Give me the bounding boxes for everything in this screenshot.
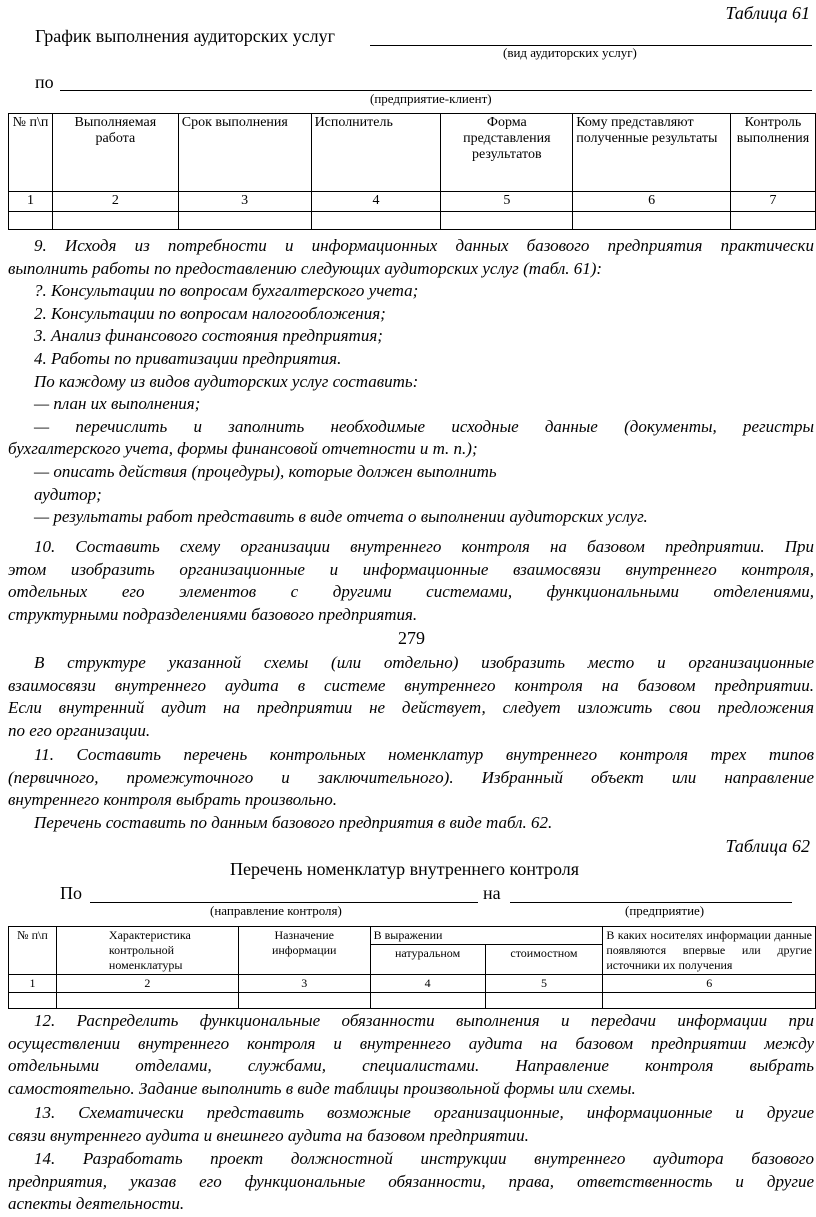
structure-paragraph: [8, 652, 814, 742]
task-9: [8, 235, 814, 529]
list-item: — результаты работ представить в виде отчета о выполнении аудиторских услуг.: [34, 507, 648, 527]
text-line: по его организации.: [8, 720, 151, 740]
text-line: аудитор;: [34, 484, 102, 504]
text-line: В структуре указанной схемы (или отдельно) изобразить место и организационные: [34, 653, 814, 672]
number-cell: 4: [311, 192, 441, 212]
text-line: внутреннего контроля выбрать произвольно.: [8, 790, 338, 810]
text-line: самостоятельно. Задание выполнить в виде таблицы произвольной формы или схемы.: [8, 1078, 636, 1098]
text-line: По каждому из видов аудиторских услуг составить:: [34, 371, 419, 391]
header-cell: Срок выполнения: [178, 114, 311, 192]
header-cell: Выполняемая работа: [52, 114, 178, 192]
text-line: 13. Схематически представить возможные организационные, информационные и другие: [34, 1103, 814, 1122]
service-type-caption: (вид аудиторских услуг): [503, 45, 637, 60]
text-line: 11. Составить перечень контрольных номенклатур внутреннего контроля трех типов: [34, 745, 814, 764]
text-line: взаимосвязи внутреннего аудита в системе внутреннего контроля на базовом предприятии.: [8, 675, 814, 695]
text-line: отдельными отделами, службами, специалистами. Направление контроля выбрать: [8, 1056, 814, 1076]
table-61-title: График выполнения аудиторских услуг: [35, 26, 336, 46]
text-line: отдельных его элементов с другими системами, функциональными отделениями,: [8, 582, 814, 602]
text-line: 12. Распределить функциональные обязанности выполнения и передачи информации при: [34, 1011, 814, 1030]
header-cell: Контроль выполнения: [730, 114, 815, 192]
header-cell: № п\п: [9, 114, 53, 192]
task-13: [8, 1102, 814, 1147]
task-12: [8, 1010, 814, 1100]
list-item: — перечислить и заполнить необходимые исходные данные (документы, регистры: [34, 416, 814, 436]
header-cell: Назначение информации: [238, 927, 370, 975]
table-62-title: Перечень номенклатур внутреннего контроля: [230, 859, 580, 879]
table-62: [8, 926, 816, 1009]
task-10: [8, 536, 814, 626]
text-line: аспекты деятельности.: [8, 1194, 185, 1214]
text-line: 10. Составить схему организации внутреннего контроля на базовом предприятии. При: [34, 537, 814, 556]
header-cell: Характеристика контрольной номенклатуры: [56, 927, 238, 975]
header-cell: № п\п: [9, 927, 57, 975]
number-cell: 2: [56, 975, 238, 993]
text-line: предприятия, указав его функциональные обязанности, права, ответственность и другие: [8, 1171, 814, 1191]
po-label-62: По: [60, 883, 82, 903]
na-label: на: [483, 883, 501, 903]
table-62-empty-row: [9, 993, 816, 1009]
client-caption: (предприятие-клиент): [370, 91, 492, 106]
table-62-header-row: [9, 927, 816, 945]
table-61-header-row: [9, 114, 816, 192]
table-61-label: Таблица 61: [725, 3, 810, 23]
table-61-number-row: [9, 192, 816, 212]
list-item: — план их выполнения;: [34, 394, 201, 414]
text-line: 9. Исходя из потребности и информационных данных базового предприятия практически: [34, 236, 814, 255]
list-item: — описать действия (процедуры), которые должен выполнить: [34, 461, 497, 481]
text-line: связи внутреннего аудита и внешнего аудита на базовом предприятии.: [8, 1125, 529, 1145]
table-62-label: Таблица 62: [725, 836, 810, 856]
text-line: Перечень составить по данным базового предприятия в виде табл. 62.: [34, 812, 553, 832]
number-cell: 7: [730, 192, 815, 212]
number-cell: 6: [573, 192, 731, 212]
header-cell: В выражении: [370, 927, 603, 945]
header-cell: стоимостном: [485, 945, 603, 975]
number-cell: 3: [178, 192, 311, 212]
number-cell: 4: [370, 975, 485, 993]
task-11: [8, 744, 814, 834]
header-cell: Форма представления результатов: [441, 114, 573, 192]
text-line: структурными подразделениями базового предприятия.: [8, 604, 418, 624]
number-cell: 6: [603, 975, 816, 993]
number-cell: 1: [9, 975, 57, 993]
table-62-number-row: [9, 975, 816, 993]
text-line: Если внутренний аудит на предприятии не действует, следует изложить свои предложения: [8, 698, 814, 718]
text-line: (первичного, промежуточного и заключительного). Избранный объект или направление: [8, 767, 814, 787]
text-line: этом изобразить организационные и информационные взаимосвязи внутреннего контроля,: [8, 559, 814, 579]
table-61: [8, 113, 816, 230]
list-item: 4. Работы по приватизации предприятия.: [34, 348, 342, 368]
text-line: бухгалтерского учета, формы финансовой отчетности и т. п.);: [8, 439, 478, 459]
po-label: по: [35, 72, 54, 92]
header-cell: Исполнитель: [311, 114, 441, 192]
direction-caption: (направление контроля): [210, 903, 342, 918]
list-item: ?. Консультации по вопросам бухгалтерского учета;: [34, 281, 419, 301]
table-61-empty-row: [9, 212, 816, 230]
number-cell: 2: [52, 192, 178, 212]
text-line: осуществлении внутреннего контроля и внутреннего аудита на базовом предприятии между: [8, 1033, 814, 1053]
text-line: выполнить работы по предоставлению следующих аудиторских услуг (табл. 61):: [8, 258, 603, 278]
enterprise-caption: (предприятие): [625, 903, 705, 918]
page-number: 279: [398, 628, 425, 648]
number-cell: 1: [9, 192, 53, 212]
number-cell: 5: [485, 975, 603, 993]
header-cell: натуральном: [370, 945, 485, 975]
list-item: 3. Анализ финансового состояния предприятия;: [34, 326, 383, 346]
number-cell: 5: [441, 192, 573, 212]
list-item: 2. Консультации по вопросам налогообложения;: [34, 303, 386, 323]
header-cell: В каких носителях информации данные появляются впервые или другие источники их получения: [603, 927, 816, 975]
number-cell: 3: [238, 975, 370, 993]
header-cell: Кому представляют полученные результаты: [573, 114, 731, 192]
task-14: [8, 1148, 814, 1216]
text-line: 14. Разработать проект должностной инструкции внутреннего аудитора базового: [34, 1149, 814, 1168]
